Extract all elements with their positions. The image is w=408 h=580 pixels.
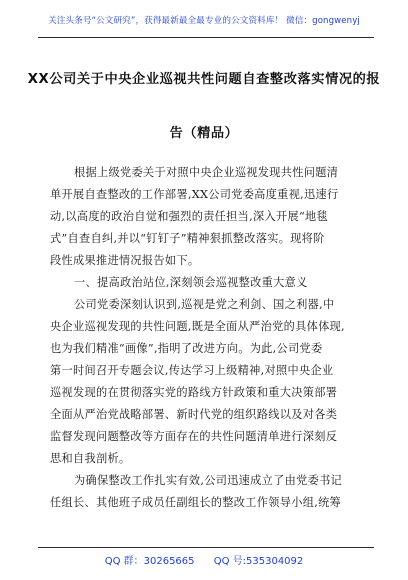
section-heading: 一、提高政治站位,深刻领会巡视整改重大意义: [74, 276, 308, 289]
footer-qq-number: QQ 号:535304092: [213, 556, 304, 567]
paragraph-line: 任组长、其他班子成员任副组长的整改工作领导小组,统筹: [50, 496, 342, 509]
paragraph-line: 巡视发现的在贯彻落实党的路线方针政策和重大决策部署: [50, 386, 338, 399]
paragraph-line: 式”自查自纠,并以“钉钉子”精神狠抓整改落实。现将阶: [50, 232, 325, 245]
paragraph-line: 动,以高度的政治自觉和强烈的责任担当,深入开展“地毯: [50, 210, 328, 223]
header-note: 关注头条号“公文研究”，获得最新最全最专业的公文资料库！ 微信：gongwenyj: [48, 16, 360, 26]
paragraph-line: 为确保整改工作扎实有效,公司迅速成立了由党委书记: [74, 474, 343, 487]
paragraph-line: 监督发现问题整改等方面存在的共性问题清单进行深刻反: [50, 430, 338, 443]
paragraph-line: 段性成果推进情况报告如下。: [50, 254, 200, 267]
paragraph-line: 也为我们精准“画像”,指明了改进方向。为此,公司党委: [50, 342, 323, 355]
document-title-line-2: 告（精品）: [169, 126, 239, 141]
paragraph-line: 公司党委深刻认识到,巡视是党之利剑、国之利器,中: [74, 298, 335, 311]
paragraph-line: 单开展自查整改的工作部署,XX公司党委高度重视,迅速行: [50, 188, 339, 201]
paragraph-line: 根据上级党委关于对照中央企业巡视发现共性问题清: [74, 166, 339, 179]
paragraph-line: 第一时间召开专题会议,传达学习上级精神,对照中央企业: [50, 364, 334, 377]
paragraph-line: 央企业巡视发现的共性问题,既是全面从严治党的具体体现,: [50, 320, 345, 333]
document-body: [50, 162, 355, 514]
paragraph-line: 思和自我剖析。: [50, 452, 131, 465]
footer-qq-group: QQ 群：30265665: [104, 556, 195, 567]
footer-divider: [38, 547, 374, 548]
header-divider: [38, 37, 374, 38]
document-title-line-1: XX公司关于中央企业巡视共性问题自查整改落实情况的报: [27, 72, 381, 87]
paragraph-line: 全面从严治党战略部署、新时代党的组织路线以及对各类: [50, 408, 338, 421]
footer-contact: [0, 552, 408, 567]
